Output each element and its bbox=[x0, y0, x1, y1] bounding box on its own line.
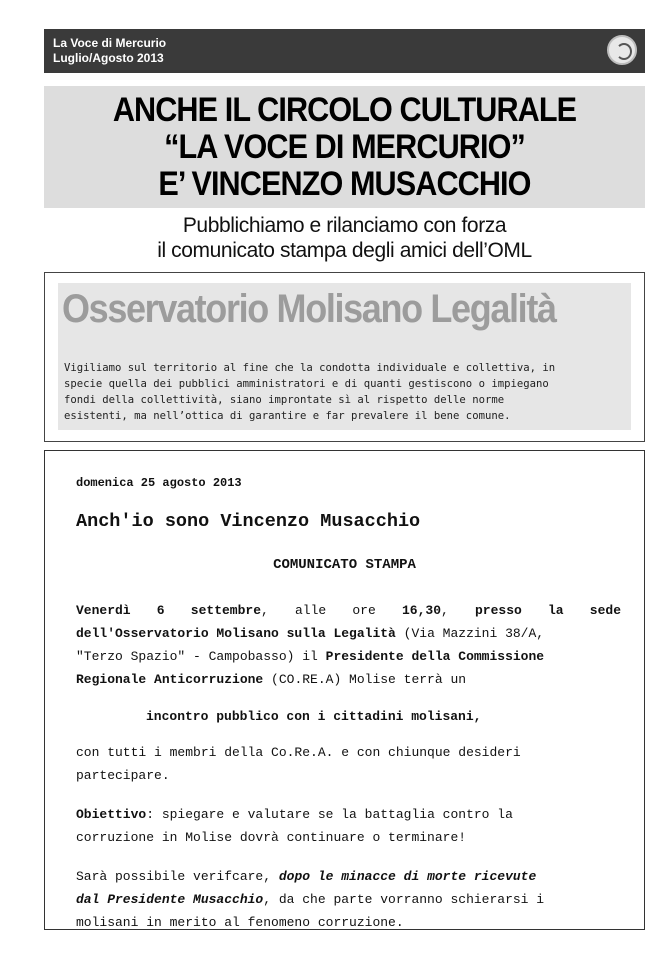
paragraph-line: molisani in merito al fenomeno corruzione. bbox=[76, 915, 404, 930]
subheadline-line-1: Pubblichiamo e rilanciamo con forza bbox=[182, 214, 507, 237]
press-label: COMUNICATO STAMPA bbox=[273, 557, 416, 573]
paragraph-threats bbox=[76, 865, 621, 934]
paragraph-line: dell'Osservatorio Molisano sulla Legalità (Via Mazzini 38/A, bbox=[76, 626, 545, 641]
headline-line-2: “LA VOCE DI MERCURIO” bbox=[164, 128, 525, 166]
press-title: Anch'io sono Vincenzo Musacchio bbox=[76, 511, 421, 532]
oml-banner bbox=[44, 272, 645, 442]
paragraph-line: "Terzo Spazio" - Campobasso) il Presidente della Commissione bbox=[76, 649, 545, 664]
headline-line-3: E’ VINCENZO MUSACCHIO bbox=[158, 165, 531, 203]
paragraph-line: dal Presidente Musacchio, da che parte vorranno schierarsi i bbox=[76, 892, 545, 907]
paragraph-line: Regionale Anticorruzione (CO.RE.A) Molise terrà un bbox=[76, 672, 467, 687]
paragraph-line: Venerdì 6 settembre, alle ore 16,30, presso la sede bbox=[76, 603, 621, 618]
oml-text-line: specie quella dei pubblici amministratori e di quanti gestiscono o impiegano bbox=[64, 378, 549, 390]
headline bbox=[74, 92, 615, 203]
subheadline bbox=[44, 213, 645, 263]
oml-text-line: Vigiliamo sul territorio al fine che la condotta individuale e collettiva, in bbox=[64, 362, 556, 374]
publication-name: La Voce di Mercurio bbox=[53, 36, 167, 50]
oml-text-line: esistenti, ma nell’ottica di garantire e far prevalere il bene comune. bbox=[64, 410, 511, 422]
headline-line-1: ANCHE IL CIRCOLO CULTURALE bbox=[112, 91, 577, 129]
headline-box bbox=[44, 86, 645, 208]
paragraph-line: Sarà possibile verifcare, dopo le minacce di morte ricevute bbox=[76, 869, 537, 884]
subheadline-line-2: il comunicato stampa degli amici dell’OML bbox=[157, 239, 532, 262]
paragraph-line: Obiettivo: spiegare e valutare se la battaglia contro la bbox=[76, 807, 513, 822]
press-date: domenica 25 agosto 2013 bbox=[76, 476, 242, 490]
paragraph-objective bbox=[76, 803, 621, 849]
paragraph-line: partecipare. bbox=[76, 768, 170, 783]
paragraph-meeting: incontro pubblico con i cittadini molisani, bbox=[146, 709, 482, 724]
oml-title: Osservatorio Molisano Legalità bbox=[62, 287, 556, 331]
paragraph-event bbox=[76, 599, 621, 691]
logo-icon bbox=[607, 35, 637, 65]
oml-banner-panel bbox=[58, 283, 631, 430]
paragraph-line: con tutti i membri della Co.Re.A. e con chiunque desideri bbox=[76, 745, 521, 760]
press-release-box bbox=[44, 450, 645, 930]
paragraph-participants bbox=[76, 741, 621, 787]
issue-date: Luglio/Agosto 2013 bbox=[53, 51, 164, 65]
paragraph-line: corruzione in Molise dovrà continuare o terminare! bbox=[76, 830, 467, 845]
oml-text-line: fondi della collettività, siano improntate sì al rispetto delle norme bbox=[64, 394, 505, 406]
header-bar bbox=[44, 29, 645, 73]
oml-mission-text bbox=[64, 360, 624, 424]
header-text bbox=[53, 36, 166, 66]
